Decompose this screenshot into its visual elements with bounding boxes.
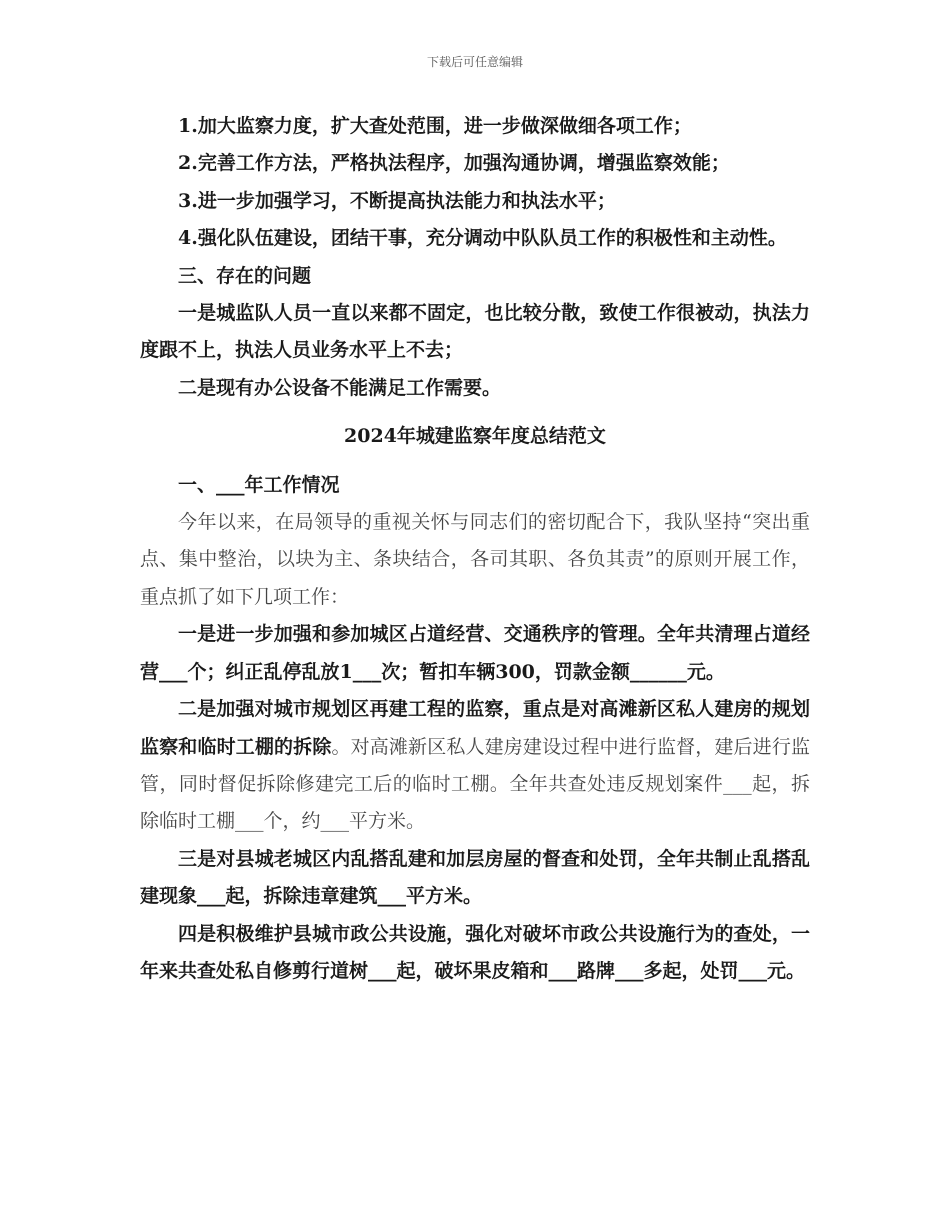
section-heading-problems: 三、存在的问题 bbox=[178, 264, 312, 287]
list-item: 4.强化队伍建设，团结干事，充分调动中队队员工作的积极性和主动性。 bbox=[178, 227, 787, 250]
article-title: 2024年城建监察年度总结范文 bbox=[344, 425, 606, 448]
problem-item: 二是现有办公设备不能满足工作需要。 bbox=[178, 376, 502, 399]
page-header: 下载后可任意编辑 bbox=[426, 55, 523, 69]
intro-paragraph: 今年以来，在局领导的重视关怀与同志们的密切配合下，我队坚持“突出重点、集中整治，以块为主、条块结合，各司其职、各负其责”的原则开展工作，重点抓了如下几项工作： bbox=[140, 511, 810, 608]
list-item: 1.加大监察力度，扩大查处范围，进一步做深做细各项工作； bbox=[178, 115, 692, 137]
point-paragraph-2 bbox=[140, 691, 810, 841]
point-2-bold-text: 二是加强对城市规划区再建工程的监察，重点是对高滩新区私人建房的规划监察和临时工棚的拆除 bbox=[140, 698, 810, 758]
list-item: 2.完善工作方法，严格执法程序，加强沟通协调，增强监察效能； bbox=[178, 152, 730, 175]
section-heading-work: 一、___年工作情况 bbox=[178, 473, 340, 496]
list-item: 3.进一步加强学习，不断提高执法能力和执法水平； bbox=[178, 189, 616, 212]
point-paragraph-1: 一是进一步加强和参加城区占道经营、交通秩序的管理。全年共清理占道经营___个；纠正乱停乱放1___次；暂扣车辆300，罚款金额______元。 bbox=[140, 623, 810, 683]
point-paragraph-4: 四是积极维护县城市政公共设施，强化对破坏市政公共设施行为的查处，一年来共查处私自修剪行道树___起，破坏果皮箱和___路牌___多起，处罚___元。 bbox=[140, 922, 810, 982]
point-2-rest-text: 。对高滩新区私人建房建设过程中进行监督，建后进行监管，同时督促拆除修建完工后的临时工棚。全年共查处违反规划案件___起，拆除临时工棚___个，约___平方米。 bbox=[140, 735, 810, 833]
document-body bbox=[140, 108, 810, 990]
problem-item: 一是城监队人员一直以来都不固定，也比较分散，致使工作很被动，执法力度跟不上，执法人员业务水平上不去； bbox=[140, 302, 810, 362]
point-paragraph-3: 三是对县城老城区内乱搭乱建和加层房屋的督查和处罚，全年共制止乱搭乱建现象___起，拆除违章建筑___平方米。 bbox=[140, 847, 810, 908]
